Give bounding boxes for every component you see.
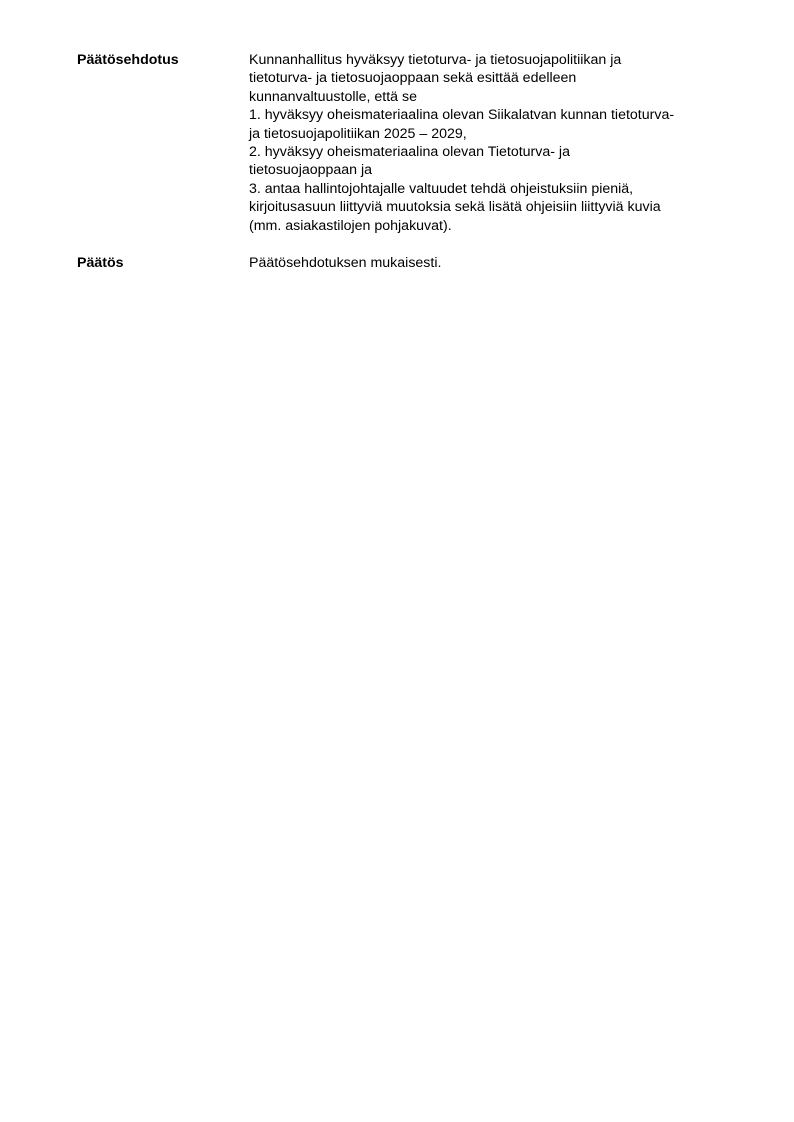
decision-label: Päätös [77, 255, 124, 271]
decision-line: Päätösehdotuksen mukaisesti. [249, 255, 442, 271]
proposal-label: Päätösehdotus [77, 52, 179, 68]
proposal-line: (mm. asiakastilojen pohjakuvat). [249, 217, 452, 234]
proposal-line: kirjoitusasuun liittyviä muutoksia sekä lisätä ohjeisiin liittyviä kuvia [249, 199, 661, 216]
proposal-line: tietoturva- ja tietosuojaoppaan sekä esittää edelleen [249, 70, 577, 87]
proposal-line: 2. hyväksyy oheismateriaalina olevan Tietoturva- ja [249, 143, 570, 160]
proposal-line: 1. hyväksyy oheismateriaalina olevan Siikalatvan kunnan tietoturva- [249, 107, 675, 124]
proposal-text [249, 51, 737, 235]
proposal-line: kunnanvaltuustolle, että se [249, 88, 417, 105]
proposal-line: 3. antaa hallintojohtajalle valtuudet tehdä ohjeistuksiin pieniä, [249, 180, 634, 197]
decision-text [249, 254, 737, 272]
proposal-line: tietosuojaoppaan ja [249, 162, 373, 179]
proposal-line: ja tietosuojapolitiikan 2025 – 2029, [249, 125, 467, 142]
proposal-line: Kunnanhallitus hyväksyy tietoturva- ja tietosuojapolitiikan ja [249, 52, 622, 68]
